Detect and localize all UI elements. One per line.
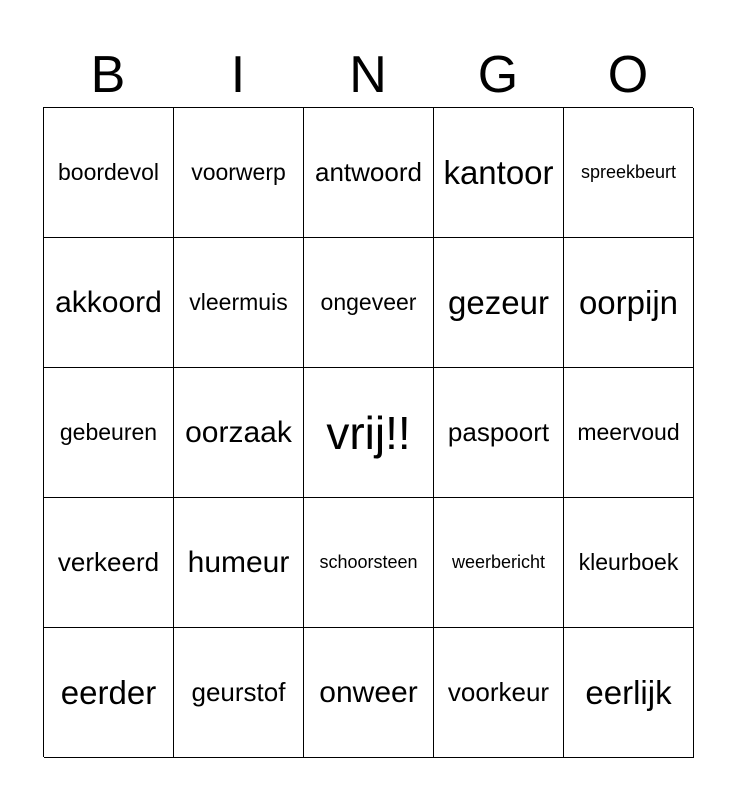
free-space-cell: vrij!! (304, 368, 434, 498)
bingo-cell: oorpijn (564, 238, 694, 368)
bingo-cell: vleermuis (174, 238, 304, 368)
bingo-cell: verkeerd (44, 498, 174, 628)
header-letter-o: O (607, 46, 649, 104)
header-letter-n: N (349, 46, 387, 104)
bingo-cell: paspoort (434, 368, 564, 498)
bingo-cell: voorkeur (434, 628, 564, 758)
header-letter-b: B (90, 46, 126, 104)
bingo-cell: humeur (174, 498, 304, 628)
bingo-cell: oorzaak (174, 368, 304, 498)
bingo-cell: gebeuren (44, 368, 174, 498)
bingo-cell: schoorsteen (304, 498, 434, 628)
bingo-cell: ongeveer (304, 238, 434, 368)
bingo-cell: boordevol (44, 108, 174, 238)
bingo-cell: spreekbeurt (564, 108, 694, 238)
header-letter-g: G (477, 46, 519, 104)
bingo-cell: geurstof (174, 628, 304, 758)
bingo-cell: voorwerp (174, 108, 304, 238)
bingo-grid (43, 107, 693, 757)
bingo-cell: onweer (304, 628, 434, 758)
bingo-cell: antwoord (304, 108, 434, 238)
bingo-cell: eerder (44, 628, 174, 758)
header-letter-i: I (230, 46, 246, 104)
bingo-cell: kleurboek (564, 498, 694, 628)
bingo-cell: meervoud (564, 368, 694, 498)
bingo-cell: kantoor (434, 108, 564, 238)
bingo-header (43, 44, 693, 106)
bingo-cell: gezeur (434, 238, 564, 368)
bingo-cell: eerlijk (564, 628, 694, 758)
bingo-cell: weerbericht (434, 498, 564, 628)
bingo-cell: akkoord (44, 238, 174, 368)
